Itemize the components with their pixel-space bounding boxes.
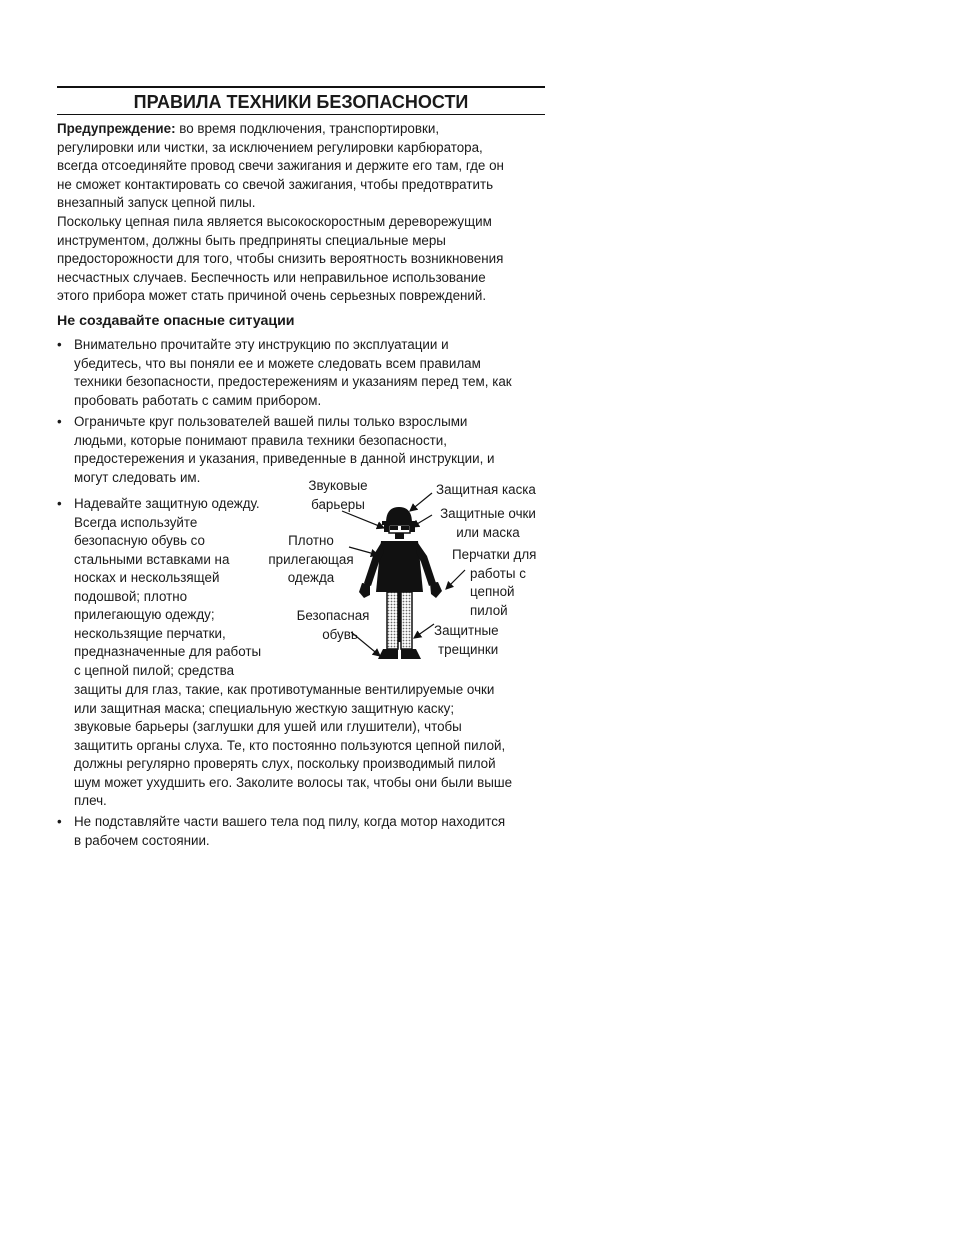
left-chaps-icon bbox=[387, 592, 398, 649]
bullet-symbol: • bbox=[57, 814, 62, 829]
bullet-line: плеч. bbox=[74, 793, 107, 808]
clothing-arrow bbox=[349, 547, 378, 555]
gloves-arrow bbox=[446, 570, 465, 589]
label-line: обувь bbox=[322, 626, 358, 642]
left-boot-icon bbox=[378, 649, 398, 659]
bullet-line: должны регулярно проверять слух, поскольку производимый пилой bbox=[74, 756, 496, 771]
bullet-line: в рабочем состоянии. bbox=[74, 832, 210, 848]
label-line: Звуковые bbox=[308, 478, 368, 493]
warning-line: внезапный запуск цепной пилы. bbox=[57, 195, 256, 210]
intro-line: предосторожности для того, чтобы снизить вероятность возникновения bbox=[57, 251, 504, 266]
neck-shape bbox=[395, 533, 404, 539]
bullet-symbol: • bbox=[57, 414, 62, 429]
label-line: работы с bbox=[470, 565, 526, 581]
title-rule-block bbox=[57, 86, 545, 115]
page-title: ПРАВИЛА ТЕХНИКИ БЕЗОПАСНОСТИ bbox=[133, 92, 469, 112]
bullet-line: предназначенные для работы bbox=[74, 644, 262, 659]
bullet-text bbox=[74, 336, 550, 410]
label-line: цепной bbox=[470, 584, 515, 599]
bullet-symbol: • bbox=[57, 496, 62, 511]
bullet-line: нескользящие перчатки, bbox=[74, 625, 226, 641]
bullet-line: техники безопасности, предостережениям и указаниям перед тем, как bbox=[74, 374, 512, 389]
right-chaps-icon bbox=[401, 592, 412, 649]
leg-gap-shape bbox=[398, 592, 401, 642]
label-line: Перчатки для bbox=[452, 547, 537, 562]
warning-line: регулировки или чистки, за исключением регулировки карбюратора, bbox=[57, 139, 483, 155]
section-heading: Не создавайте опасные ситуации bbox=[57, 313, 295, 329]
label-line: прилегающая bbox=[268, 551, 354, 567]
protective-gear-figure bbox=[260, 470, 560, 670]
hard-hat-arrow bbox=[410, 493, 432, 511]
bullet-line: Всегда используйте bbox=[74, 514, 198, 530]
bullet-line: Ограничьте круг пользователей вашей пилы только взрослыми bbox=[74, 414, 468, 429]
warning-paragraph bbox=[57, 120, 547, 213]
bullet-line: безопасную обувь со bbox=[74, 533, 205, 548]
intro-line: несчастных случаев. Беспечность или неправильное использование bbox=[57, 269, 486, 285]
bullet-line: носках и нескользящей bbox=[74, 570, 220, 585]
bullet-line: предостережения и указания, приведенные в данной инструкции, и bbox=[74, 451, 495, 466]
bullet-line: защитить органы слуха. Те, кто постоянно пользуются цепной пилой, bbox=[74, 737, 506, 753]
left-glove-icon bbox=[359, 583, 370, 598]
intro-line: этого прибора может стать причиной очень серьезных повреждений. bbox=[57, 288, 487, 303]
bullet-line: с цепной пилой; средства bbox=[74, 662, 235, 678]
warning-line: во время подключения, транспортировки, bbox=[175, 121, 440, 136]
intro-line: Поскольку цепная пила является высокоскоростным дереворежущим bbox=[57, 214, 492, 229]
jacket-icon bbox=[376, 541, 423, 592]
sound-barriers-arrow bbox=[342, 511, 384, 528]
bullet-line: прилегающую одежду; bbox=[74, 607, 215, 622]
bullet-symbol: • bbox=[57, 337, 62, 352]
bullet-line: шум может ухудшить его. Заколите волосы так, чтобы они были выше bbox=[74, 774, 513, 790]
bullet-text bbox=[74, 495, 280, 680]
bullet-line: Надевайте защитную одежду. bbox=[74, 496, 260, 511]
bullet-line: подошвой; плотно bbox=[74, 588, 188, 604]
bullet-line: пробовать работать с самим прибором. bbox=[74, 392, 322, 408]
bullet-line: Внимательно прочитайте эту инструкцию по эксплуатации и bbox=[74, 337, 449, 352]
bullet-line: или защитная маска; специальную жесткую защитную каску; bbox=[74, 700, 455, 716]
bullet-line: Не подставляйте части вашего тела под пилу, когда мотор находится bbox=[74, 814, 506, 829]
label-line: трещинки bbox=[438, 641, 499, 657]
goggles-icon bbox=[389, 525, 410, 533]
bullet-line: убедитесь, что вы поняли ее и можете следовать всем правилам bbox=[74, 355, 481, 371]
chaps-arrow bbox=[414, 624, 434, 638]
ear-muff-icon bbox=[384, 525, 389, 532]
label-line: или маска bbox=[456, 524, 520, 540]
label-line: Безопасная bbox=[296, 608, 370, 623]
bullet-line: защиты для глаз, такие, как противотуманные вентилируемые очки bbox=[74, 682, 495, 697]
warning-line: не сможет контактировать со свечой зажигания, чтобы предотвратить bbox=[57, 176, 494, 192]
label-line: Защитные очки bbox=[440, 506, 536, 521]
warning-line: всегда отсоединяйте провод свечи зажигания и держите его там, где он bbox=[57, 158, 504, 173]
right-boot-icon bbox=[401, 649, 421, 659]
bullet-text bbox=[74, 813, 550, 850]
intro-paragraph bbox=[57, 213, 547, 306]
shoes-arrow bbox=[351, 632, 380, 656]
label-line: одежда bbox=[287, 570, 335, 585]
label-line: Защитная каска bbox=[436, 482, 536, 497]
label-line: пилой bbox=[470, 602, 508, 618]
label-line: Плотно bbox=[288, 533, 334, 548]
label-line: Защитные bbox=[434, 623, 499, 638]
intro-line: инструментом, должны быть предприняты специальные меры bbox=[57, 232, 446, 248]
label-line: барьеры bbox=[311, 496, 365, 512]
bullet-text-continuation bbox=[74, 681, 550, 811]
bullet-line: звуковые барьеры (заглушки для ушей или глушители), чтобы bbox=[74, 719, 462, 734]
bullet-line: могут следовать им. bbox=[74, 469, 201, 485]
bullet-line: людьми, которые понимают правила техники безопасности, bbox=[74, 432, 447, 448]
right-glove-icon bbox=[430, 582, 442, 598]
warning-label: Предупреждение: bbox=[57, 121, 176, 136]
bullet-line: стальными вставками на bbox=[74, 551, 230, 567]
